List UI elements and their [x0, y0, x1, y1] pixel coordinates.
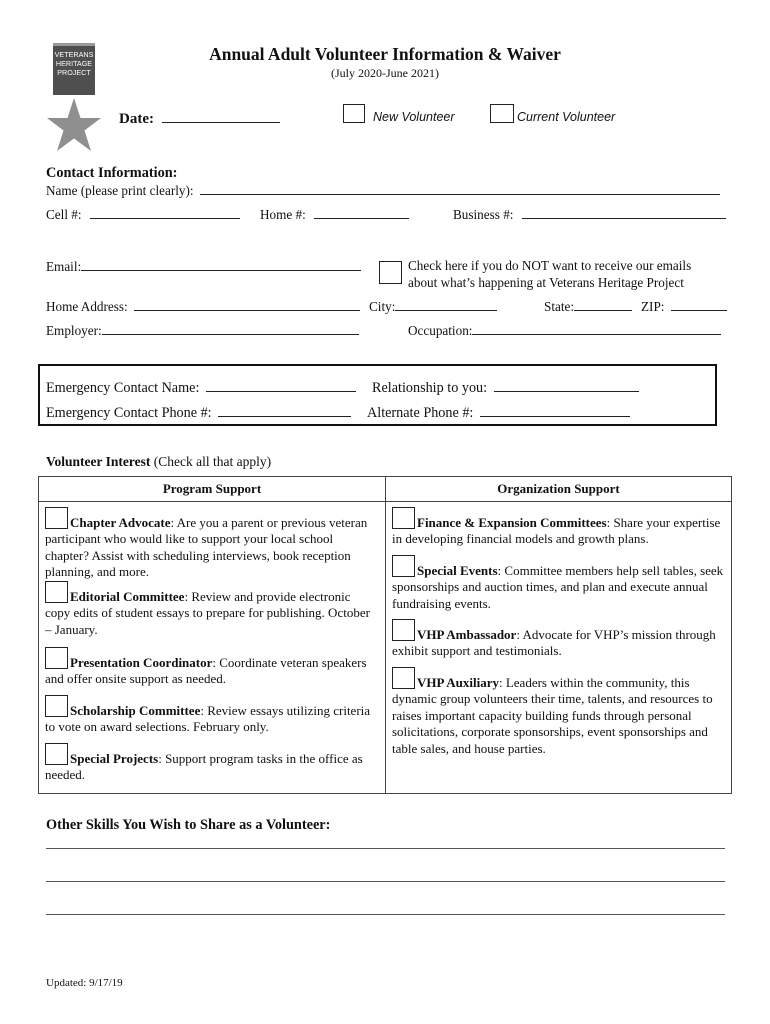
city-label: City: [369, 299, 396, 314]
emergency-phone-label: Emergency Contact Phone #: [46, 405, 212, 421]
occupation-field[interactable] [472, 322, 721, 335]
editorial-committee-checkbox[interactable] [45, 581, 68, 603]
option-description: : Advocate for VHP’s mission through exhibit support and testimonials. [392, 627, 716, 659]
column-divider [385, 477, 386, 793]
skills-line[interactable] [46, 881, 725, 882]
zip-row [641, 298, 727, 315]
email-optout-line: about what’s happening at Veterans Heritage Project [408, 274, 684, 290]
skills-heading: Other Skills You Wish to Share as a Volunteer: [46, 817, 331, 833]
alternate-phone-label: Alternate Phone #: [367, 405, 474, 421]
name-label: Name (please print clearly): [46, 183, 194, 198]
date-row [119, 110, 280, 128]
logo-line: HERITAGE [55, 59, 93, 68]
name-field[interactable] [200, 182, 720, 195]
special-events-checkbox[interactable] [392, 555, 415, 577]
address-label: Home Address: [46, 299, 128, 314]
state-label: State: [544, 299, 575, 314]
zip-field[interactable] [671, 298, 727, 311]
current-volunteer-option [490, 104, 514, 127]
home-phone-row [260, 206, 409, 223]
relationship-row [372, 379, 639, 397]
option-title: Scholarship Committee [70, 703, 201, 718]
option-description: : Share your expertise in developing financial models and growth plans. [392, 515, 721, 547]
option-description: : Review and provide electronic copy edits of student essays to prepare for publishing. October – January. [45, 589, 370, 637]
logo-line: PROJECT [57, 68, 91, 77]
new-volunteer-option [343, 104, 365, 127]
business-phone-row [453, 206, 726, 223]
name-row [46, 182, 720, 199]
business-phone-field[interactable] [522, 206, 726, 219]
current-volunteer-label: Current Volunteer [517, 110, 616, 124]
email-field[interactable] [81, 258, 361, 271]
employer-field[interactable] [102, 322, 359, 335]
program-support-header: Program Support [162, 481, 262, 496]
cell-label: Cell #: [46, 207, 82, 222]
form-subtitle: (July 2020-June 2021) [331, 66, 439, 80]
star-icon [46, 98, 102, 152]
finance-expansion-checkbox[interactable] [392, 507, 415, 529]
option-vhp-auxiliary [392, 667, 726, 757]
volunteer-interest-table [38, 476, 732, 794]
option-title: VHP Ambassador [417, 627, 517, 642]
interest-heading: Volunteer Interest [46, 454, 151, 469]
relationship-label: Relationship to you: [372, 380, 488, 396]
zip-label: ZIP: [641, 299, 665, 314]
vhp-ambassador-checkbox[interactable] [392, 619, 415, 641]
skills-line[interactable] [46, 848, 725, 849]
vhp-auxiliary-checkbox[interactable] [392, 667, 415, 689]
skills-line[interactable] [46, 914, 725, 915]
emergency-name-row [46, 379, 356, 397]
emergency-phone-field[interactable] [218, 404, 351, 417]
alternate-phone-row [367, 404, 630, 422]
option-chapter-advocate [45, 507, 377, 581]
date-field[interactable] [162, 110, 280, 123]
cell-row [46, 206, 240, 223]
interest-heading-row [46, 454, 271, 470]
employer-label: Employer: [46, 323, 102, 338]
email-optout-checkbox[interactable] [379, 261, 402, 284]
city-field[interactable] [395, 298, 497, 311]
city-row [369, 298, 497, 315]
emergency-contact-box [38, 364, 717, 426]
occupation-label: Occupation: [408, 323, 473, 338]
organization-support-header: Organization Support [497, 481, 620, 496]
option-description: : Are you a parent or previous veteran participant who would like to support your local school chapter? Assist with scheduling interviews, book reception planning, and more. [45, 515, 368, 580]
date-label: Date: [119, 111, 154, 127]
form-title: Annual Adult Volunteer Information & Waiver [209, 44, 561, 64]
logo-line: VETERANS [54, 50, 94, 59]
cell-field[interactable] [90, 206, 240, 219]
emergency-name-label: Emergency Contact Name: [46, 380, 200, 396]
state-field[interactable] [574, 298, 632, 311]
address-row [46, 298, 360, 315]
new-volunteer-checkbox[interactable] [343, 104, 365, 123]
option-description: : Coordinate veteran speakers and offer onsite support as needed. [45, 655, 367, 687]
home-phone-label: Home #: [260, 207, 306, 222]
home-phone-field[interactable] [314, 206, 409, 219]
presentation-coordinator-checkbox[interactable] [45, 647, 68, 669]
new-volunteer-label: New Volunteer [373, 110, 455, 124]
option-title: Editorial Committee [70, 589, 185, 604]
option-description: : Committee members help sell tables, seek sponsorships and auction times, and plan and execute annual fundraising events. [392, 563, 724, 611]
emergency-phone-row [46, 404, 351, 422]
option-special-events [392, 555, 726, 612]
relationship-field[interactable] [494, 379, 639, 392]
address-field[interactable] [134, 298, 360, 311]
option-description: : Leaders within the community, this dynamic group volunteers their time, talents, and resources to raises important capacity building funds through personal solicitations, corporate sponsorships, event sponsorships and table sales, and house parties. [392, 675, 713, 756]
option-title: Finance & Expansion Committees [417, 515, 607, 530]
state-row [544, 298, 632, 315]
option-presentation-coordinator [45, 647, 377, 688]
email-row [46, 258, 361, 275]
email-label: Email: [46, 259, 82, 274]
updated-date: Updated: 9/17/19 [46, 977, 123, 989]
special-projects-checkbox[interactable] [45, 743, 68, 765]
option-title: Presentation Coordinator [70, 655, 213, 670]
option-description: : Support program tasks in the office as needed. [45, 751, 363, 783]
option-vhp-ambassador [392, 619, 726, 660]
option-title: Special Events [417, 563, 498, 578]
option-title: VHP Auxiliary [417, 675, 499, 690]
email-optout-line: Check here if you do NOT want to receive our emails [408, 258, 692, 273]
email-optout-option [379, 261, 402, 288]
option-title: Chapter Advocate [70, 515, 171, 530]
occupation-row [408, 322, 721, 339]
option-scholarship-committee [45, 695, 377, 736]
employer-row [46, 322, 359, 339]
option-description: : Review essays utilizing criteria to vote on award selections. February only. [45, 703, 371, 735]
scholarship-committee-checkbox[interactable] [45, 695, 68, 717]
header-divider [39, 501, 731, 502]
option-editorial-committee [45, 581, 377, 638]
interest-heading-note: (Check all that apply) [153, 454, 272, 469]
chapter-advocate-checkbox[interactable] [45, 507, 68, 529]
email-optout-text [408, 258, 691, 291]
option-title: Special Projects [70, 751, 159, 766]
alternate-phone-field[interactable] [480, 404, 630, 417]
emergency-name-field[interactable] [206, 379, 356, 392]
current-volunteer-checkbox[interactable] [490, 104, 514, 123]
contact-heading: Contact Information: [46, 165, 178, 181]
business-phone-label: Business #: [453, 207, 514, 222]
option-special-projects [45, 743, 377, 784]
option-finance-expansion [392, 507, 726, 548]
